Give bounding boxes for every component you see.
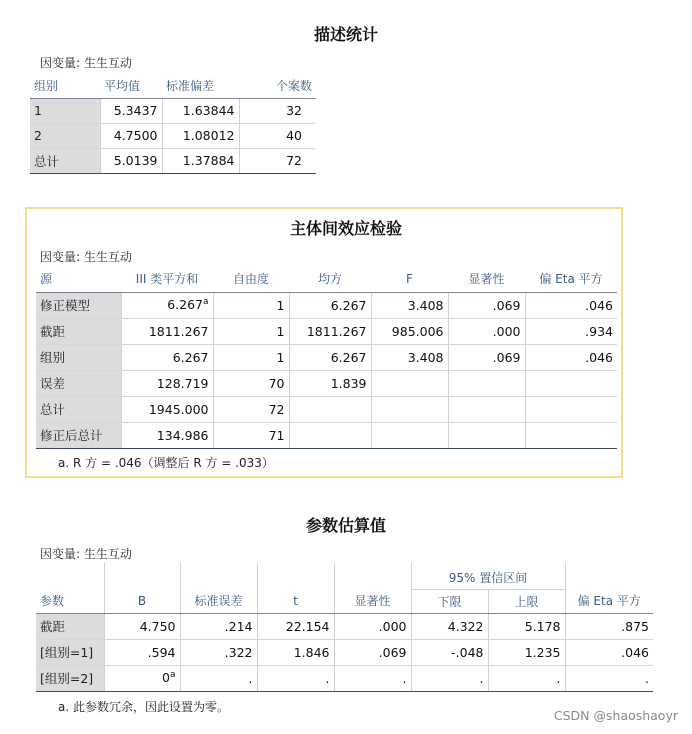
table-row <box>36 344 617 370</box>
params-header-se: 标准误差 <box>180 589 257 613</box>
cell-upper: . <box>488 665 565 691</box>
row-label: 组别 <box>36 344 121 370</box>
cell-f: 3.408 <box>371 344 448 370</box>
cell-eta: .875 <box>565 613 653 639</box>
table-row <box>36 613 653 639</box>
params-header-ci: 95% 置信区间 <box>411 563 565 589</box>
between-footnote: a. R 方 = .046（调整后 R 方 = .033） <box>58 456 274 470</box>
cell-f: 985.006 <box>371 318 448 344</box>
row-label: 截距 <box>36 318 121 344</box>
cell-mean: 4.7500 <box>100 123 162 148</box>
params-header-param: 参数 <box>36 589 104 613</box>
cell-sig: .069 <box>448 344 525 370</box>
between-table <box>36 266 617 449</box>
row-label: 修正模型 <box>36 292 121 318</box>
cell-df: 72 <box>213 396 289 422</box>
cell-sig: .000 <box>448 318 525 344</box>
between-header-sig: 显著性 <box>448 266 525 292</box>
cell-lower: 4.322 <box>411 613 488 639</box>
cell-ss: 6.267$^a$ <box>121 292 213 318</box>
row-label: 2 <box>30 123 100 148</box>
cell-se: . <box>180 665 257 691</box>
table-row <box>36 318 617 344</box>
cell-sd: 1.37884 <box>162 148 239 173</box>
row-label: 误差 <box>36 370 121 396</box>
cell-ss: 6.267 <box>121 344 213 370</box>
desc-table <box>30 74 316 174</box>
cell-t: 22.154 <box>257 613 334 639</box>
table-row <box>30 148 316 173</box>
cell-upper: 1.235 <box>488 639 565 665</box>
cell-b: .594 <box>104 639 180 665</box>
cell-f <box>371 396 448 422</box>
cell-se: .214 <box>180 613 257 639</box>
table-row <box>36 370 617 396</box>
table-row <box>30 123 316 148</box>
cell-sig: .069 <box>334 639 411 665</box>
cell-ss: 134.986 <box>121 422 213 448</box>
params-title: 参数估算值 <box>305 516 386 535</box>
table-row <box>36 665 653 691</box>
cell-t: 1.846 <box>257 639 334 665</box>
cell-df: 70 <box>213 370 289 396</box>
row-label: 总计 <box>30 148 100 173</box>
table-row <box>36 396 617 422</box>
cell-lower: . <box>411 665 488 691</box>
cell-n: 72 <box>239 148 316 173</box>
cell-f: 3.408 <box>371 292 448 318</box>
footnote-marker: a <box>202 297 209 308</box>
cell-f <box>371 370 448 396</box>
cell-mean: 5.0139 <box>100 148 162 173</box>
cell-df: 1 <box>213 344 289 370</box>
cell-eta <box>525 370 617 396</box>
cell-ms <box>289 422 371 448</box>
table-row <box>30 98 316 123</box>
params-header-eta: 偏 Eta 平方 <box>565 589 653 613</box>
watermark: CSDN @shaoshaoyr <box>553 708 678 723</box>
params-header-upper: 上限 <box>488 589 565 613</box>
desc-header-n: 个案数 <box>239 74 316 98</box>
cell-ms: 1811.267 <box>289 318 371 344</box>
cell-df: 1 <box>213 318 289 344</box>
cell-sig: . <box>334 665 411 691</box>
params-table <box>36 563 653 692</box>
cell-eta: .046 <box>565 639 653 665</box>
between-header-f: F <box>371 266 448 292</box>
cell-sig <box>448 422 525 448</box>
row-label: [组别=1] <box>36 639 104 665</box>
cell-n: 32 <box>239 98 316 123</box>
cell-sig: .000 <box>334 613 411 639</box>
row-label: 1 <box>30 98 100 123</box>
desc-header-group: 组别 <box>30 74 100 98</box>
between-header-ms: 均方 <box>289 266 371 292</box>
between-header-eta: 偏 Eta 平方 <box>525 266 617 292</box>
cell-eta <box>525 396 617 422</box>
table-row <box>36 422 617 448</box>
cell-eta <box>525 422 617 448</box>
cell-df: 1 <box>213 292 289 318</box>
desc-header-sd: 标准偏差 <box>162 74 239 98</box>
cell-ss: 1945.000 <box>121 396 213 422</box>
cell-mean: 5.3437 <box>100 98 162 123</box>
params-header-lower: 下限 <box>411 589 488 613</box>
cell-ss: 128.719 <box>121 370 213 396</box>
cell-df: 71 <box>213 422 289 448</box>
cell-eta: .934 <box>525 318 617 344</box>
row-label: 修正后总计 <box>36 422 121 448</box>
footnote-marker: a <box>169 670 176 681</box>
cell-eta: .046 <box>525 292 617 318</box>
row-label: [组别=2] <box>36 665 104 691</box>
cell-sd: 1.08012 <box>162 123 239 148</box>
between-title: 主体间效应检验 <box>289 219 402 238</box>
between-header-ss: III 类平方和 <box>121 266 213 292</box>
cell-ss: 1811.267 <box>121 318 213 344</box>
cell-sig <box>448 396 525 422</box>
params-header-t: t <box>257 589 334 613</box>
cell-sd: 1.63844 <box>162 98 239 123</box>
cell-n: 40 <box>239 123 316 148</box>
params-header-b: B <box>104 589 180 613</box>
desc-title: 描述统计 <box>313 25 378 44</box>
between-header-source: 源 <box>36 266 121 292</box>
cell-ms <box>289 396 371 422</box>
between-header-df: 自由度 <box>213 266 289 292</box>
params-header-sig: 显著性 <box>334 589 411 613</box>
table-row <box>36 292 617 318</box>
cell-upper: 5.178 <box>488 613 565 639</box>
cell-lower: -.048 <box>411 639 488 665</box>
cell-ms: 6.267 <box>289 292 371 318</box>
cell-se: .322 <box>180 639 257 665</box>
desc-dependent-variable: 因变量: 生生互动 <box>40 56 132 70</box>
row-label: 截距 <box>36 613 104 639</box>
cell-b: 4.750 <box>104 613 180 639</box>
cell-eta: . <box>565 665 653 691</box>
row-label: 总计 <box>36 396 121 422</box>
between-dependent-variable: 因变量: 生生互动 <box>40 250 132 264</box>
cell-t: . <box>257 665 334 691</box>
params-dependent-variable: 因变量: 生生互动 <box>40 547 132 561</box>
cell-ms: 6.267 <box>289 344 371 370</box>
cell-f <box>371 422 448 448</box>
cell-eta: .046 <box>525 344 617 370</box>
table-row <box>36 639 653 665</box>
params-footnote: a. 此参数冗余，因此设置为零。 <box>58 700 229 714</box>
cell-sig <box>448 370 525 396</box>
desc-header-mean: 平均值 <box>100 74 162 98</box>
cell-ms: 1.839 <box>289 370 371 396</box>
cell-sig: .069 <box>448 292 525 318</box>
cell-b: 0$^a$ <box>104 665 180 691</box>
